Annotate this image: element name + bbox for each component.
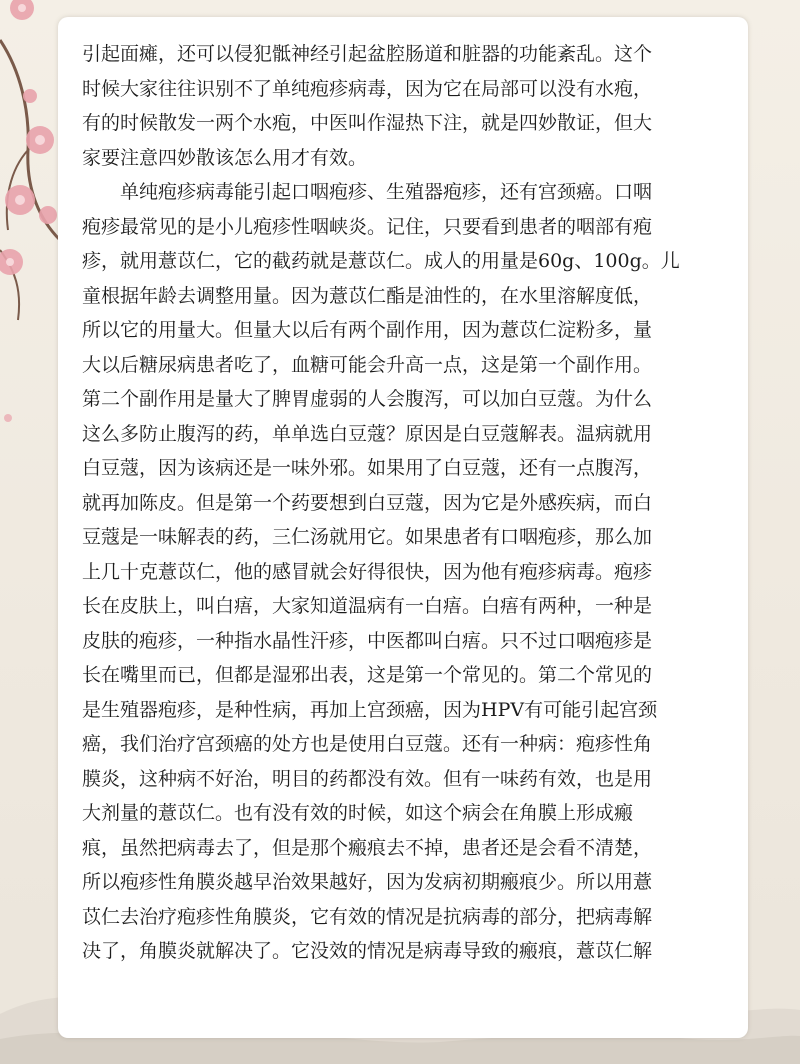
text-line: 家要注意四妙散该怎么用才有效。 [82, 146, 368, 169]
page-body-text [82, 37, 724, 969]
book-page [58, 17, 748, 1038]
text-line: 时候大家往往识别不了单纯疱疹病毒，因为它在局部可以没有水疱， [82, 77, 653, 100]
text-line: 有的时候散发一两个水疱，中医叫作湿热下注，就是四妙散证，但大 [82, 112, 653, 134]
text-line: 膜炎，这种病不好治，明目的药都没有效。但有一味药有效，也是用 [82, 767, 653, 790]
text-line: 痕，虽然把病毒去了，但是那个瘢痕去不掉，患者还是会看不清楚， [82, 836, 653, 859]
text-line: 癌，我们治疗宫颈癌的处方也是使用白豆蔻。还有一种病：疱疹性角 [82, 733, 653, 755]
text-line: 大以后糖尿病患者吃了，血糖可能会升高一点，这是第一个副作用。 [82, 353, 653, 376]
text-line: 疱疹最常见的是小儿疱疹性咽峡炎。记住，只要看到患者的咽部有疱 [82, 215, 653, 238]
text-line: 所以它的用量大。但量大以后有两个副作用，因为薏苡仁淀粉多，量 [82, 319, 653, 341]
text-line: 长在嘴里而已，但都是湿邪出表，这是第一个常见的。第二个常见的 [82, 664, 653, 686]
text-line: 单纯疱疹病毒能引起口咽疱疹、生殖器疱疹，还有宫颈癌。口咽 [82, 181, 653, 203]
text-line: 豆蔻是一味解表的药，三仁汤就用它。如果患者有口咽疱疹，那么加 [82, 526, 653, 548]
text-line: 大剂量的薏苡仁。也有没有效的时候，如这个病会在角膜上形成瘢 [82, 802, 634, 824]
text-line: 就再加陈皮。但是第一个药要想到白豆蔻，因为它是外感疾病，而白 [82, 491, 653, 514]
text-line: 疹，就用薏苡仁，它的截药就是薏苡仁。成人的用量是60g、100g。儿 [82, 250, 680, 272]
text-line: 长在皮肤上，叫白痦，大家知道温病有一白痦。白痦有两种，一种是 [82, 595, 653, 617]
text-line: 第二个副作用是量大了脾胃虚弱的人会腹泻，可以加白豆蔻。为什么 [82, 388, 653, 410]
text-line: 这么多防止腹泻的药，单单选白豆蔻？原因是白豆蔻解表。温病就用 [82, 422, 653, 445]
text-line: 引起面瘫，还可以侵犯骶神经引起盆腔肠道和脏器的功能紊乱。这个 [82, 43, 653, 65]
text-line: 皮肤的疱疹，一种指水晶性汗疹，中医都叫白痦。只不过口咽疱疹是 [82, 629, 653, 652]
text-line: 决了，角膜炎就解决了。它没效的情况是病毒导致的瘢痕，薏苡仁解 [82, 940, 653, 962]
text-line: 是生殖器疱疹，是种性病，再加上宫颈癌，因为HPV有可能引起宫颈 [82, 698, 658, 721]
text-line: 上几十克薏苡仁，他的感冒就会好得很快，因为他有疱疹病毒。疱疹 [82, 560, 653, 583]
text-line: 苡仁去治疗疱疹性角膜炎，它有效的情况是抗病毒的部分，把病毒解 [82, 905, 653, 928]
text-line: 童根据年龄去调整用量。因为薏苡仁酯是油性的，在水里溶解度低， [82, 284, 653, 307]
text-line: 所以疱疹性角膜炎越早治效果越好，因为发病初期瘢痕少。所以用薏 [82, 871, 653, 893]
text-line: 白豆蔻，因为该病还是一味外邪。如果用了白豆蔻，还有一点腹泻， [82, 457, 653, 479]
